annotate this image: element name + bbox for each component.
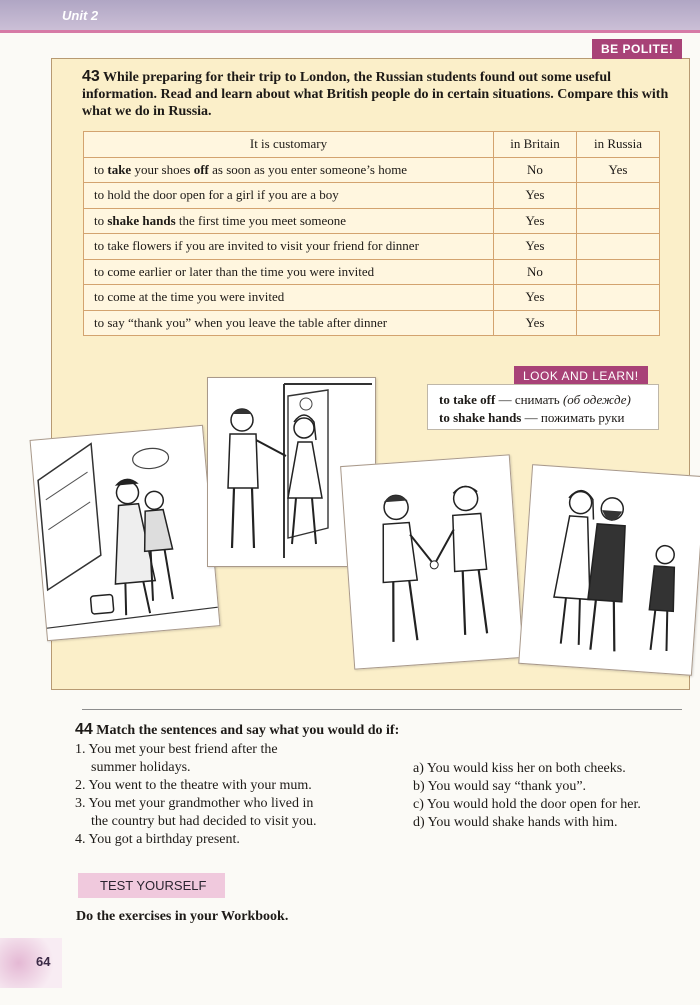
custom-cell: to come at the time you were invited [84,285,494,311]
shaking-hands-drawing [341,455,523,668]
situation-list [75,741,375,849]
greeting-hug-drawing [31,426,220,640]
exercise-44-number: 44 [75,721,93,738]
test-yourself-tag: TEST YOURSELF [78,873,225,898]
britain-cell: No [494,259,577,285]
page-number-badge [0,938,62,988]
custom-cell: to take your shoes off as soon as you enter someone’s home [84,157,494,183]
list-item: 3. You met your grandmother who lived in [75,796,314,811]
banner-divider [0,30,700,33]
custom-cell: to shake hands the first time you meet someone [84,208,494,234]
list-item: 2. You went to the theatre with your mum. [75,778,312,793]
header-russia: in Russia [577,132,660,158]
britain-cell: Yes [494,183,577,209]
section-divider [82,709,682,710]
list-item: 4. You got a birthday present. [75,832,240,847]
britain-cell: Yes [494,208,577,234]
be-polite-tag: BE POLITE! [592,39,682,59]
list-item-continued: summer holidays. [91,760,191,775]
russia-cell [577,183,660,209]
russia-cell [577,310,660,336]
exercise-43-intro [82,68,672,120]
vocab-line-take-off: to take off — снимать (об одежде) [439,392,631,407]
table-row [84,310,660,336]
list-item: d) You would shake hands with him. [413,815,618,830]
table-row [84,285,660,311]
illustration-introductions [518,464,700,676]
russia-cell [577,234,660,260]
exercise-43-text: While preparing for their trip to London, the Russian students found out some useful information. Read and learn about what British people do in certain situations. Compare this with what we do in Russia. [82,70,669,119]
illustration-greeting-hug [30,425,221,641]
britain-cell: Yes [494,285,577,311]
custom-cell: to say “thank you” when you leave the table after dinner [84,310,494,336]
header-customary: It is customary [84,132,494,158]
list-item: b) You would say “thank you”. [413,779,587,794]
exercise-43-number: 43 [82,68,100,85]
britain-cell: Yes [494,310,577,336]
table-header-row [84,132,660,158]
unit-label: Unit 2 [62,8,99,23]
britain-cell: No [494,157,577,183]
workbook-instruction: Do the exercises in your Workbook. [76,909,289,924]
response-list [413,760,683,832]
russia-cell [577,259,660,285]
illustration-shaking-hands [340,454,524,669]
list-item: 1. You met your best friend after the [75,742,278,757]
introductions-drawing [519,465,700,675]
custom-cell: to hold the door open for a girl if you are a boy [84,183,494,209]
russia-cell [577,285,660,311]
table-row [84,208,660,234]
russia-cell: Yes [577,157,660,183]
look-and-learn-tag: LOOK AND LEARN! [514,366,648,386]
custom-cell: to come earlier or later than the time you were invited [84,259,494,285]
header-britain: in Britain [494,132,577,158]
table-row [84,157,660,183]
exercise-44-title: Match the sentences and say what you would do if: [96,723,400,738]
vocabulary-box [427,384,659,430]
table-row [84,234,660,260]
exercise-44-heading [75,721,399,739]
list-item-continued: the country but had decided to visit you. [91,814,317,829]
table-row [84,183,660,209]
page-number: 64 [36,954,51,969]
list-item: c) You would hold the door open for her. [413,797,641,812]
custom-cell: to take flowers if you are invited to visit your friend for dinner [84,234,494,260]
top-banner [0,0,700,30]
russia-cell [577,208,660,234]
list-item: a) You would kiss her on both cheeks. [413,761,626,776]
table-row [84,259,660,285]
britain-cell: Yes [494,234,577,260]
vocab-line-shake-hands: to shake hands — пожимать руки [439,410,625,425]
customs-table [83,131,660,336]
